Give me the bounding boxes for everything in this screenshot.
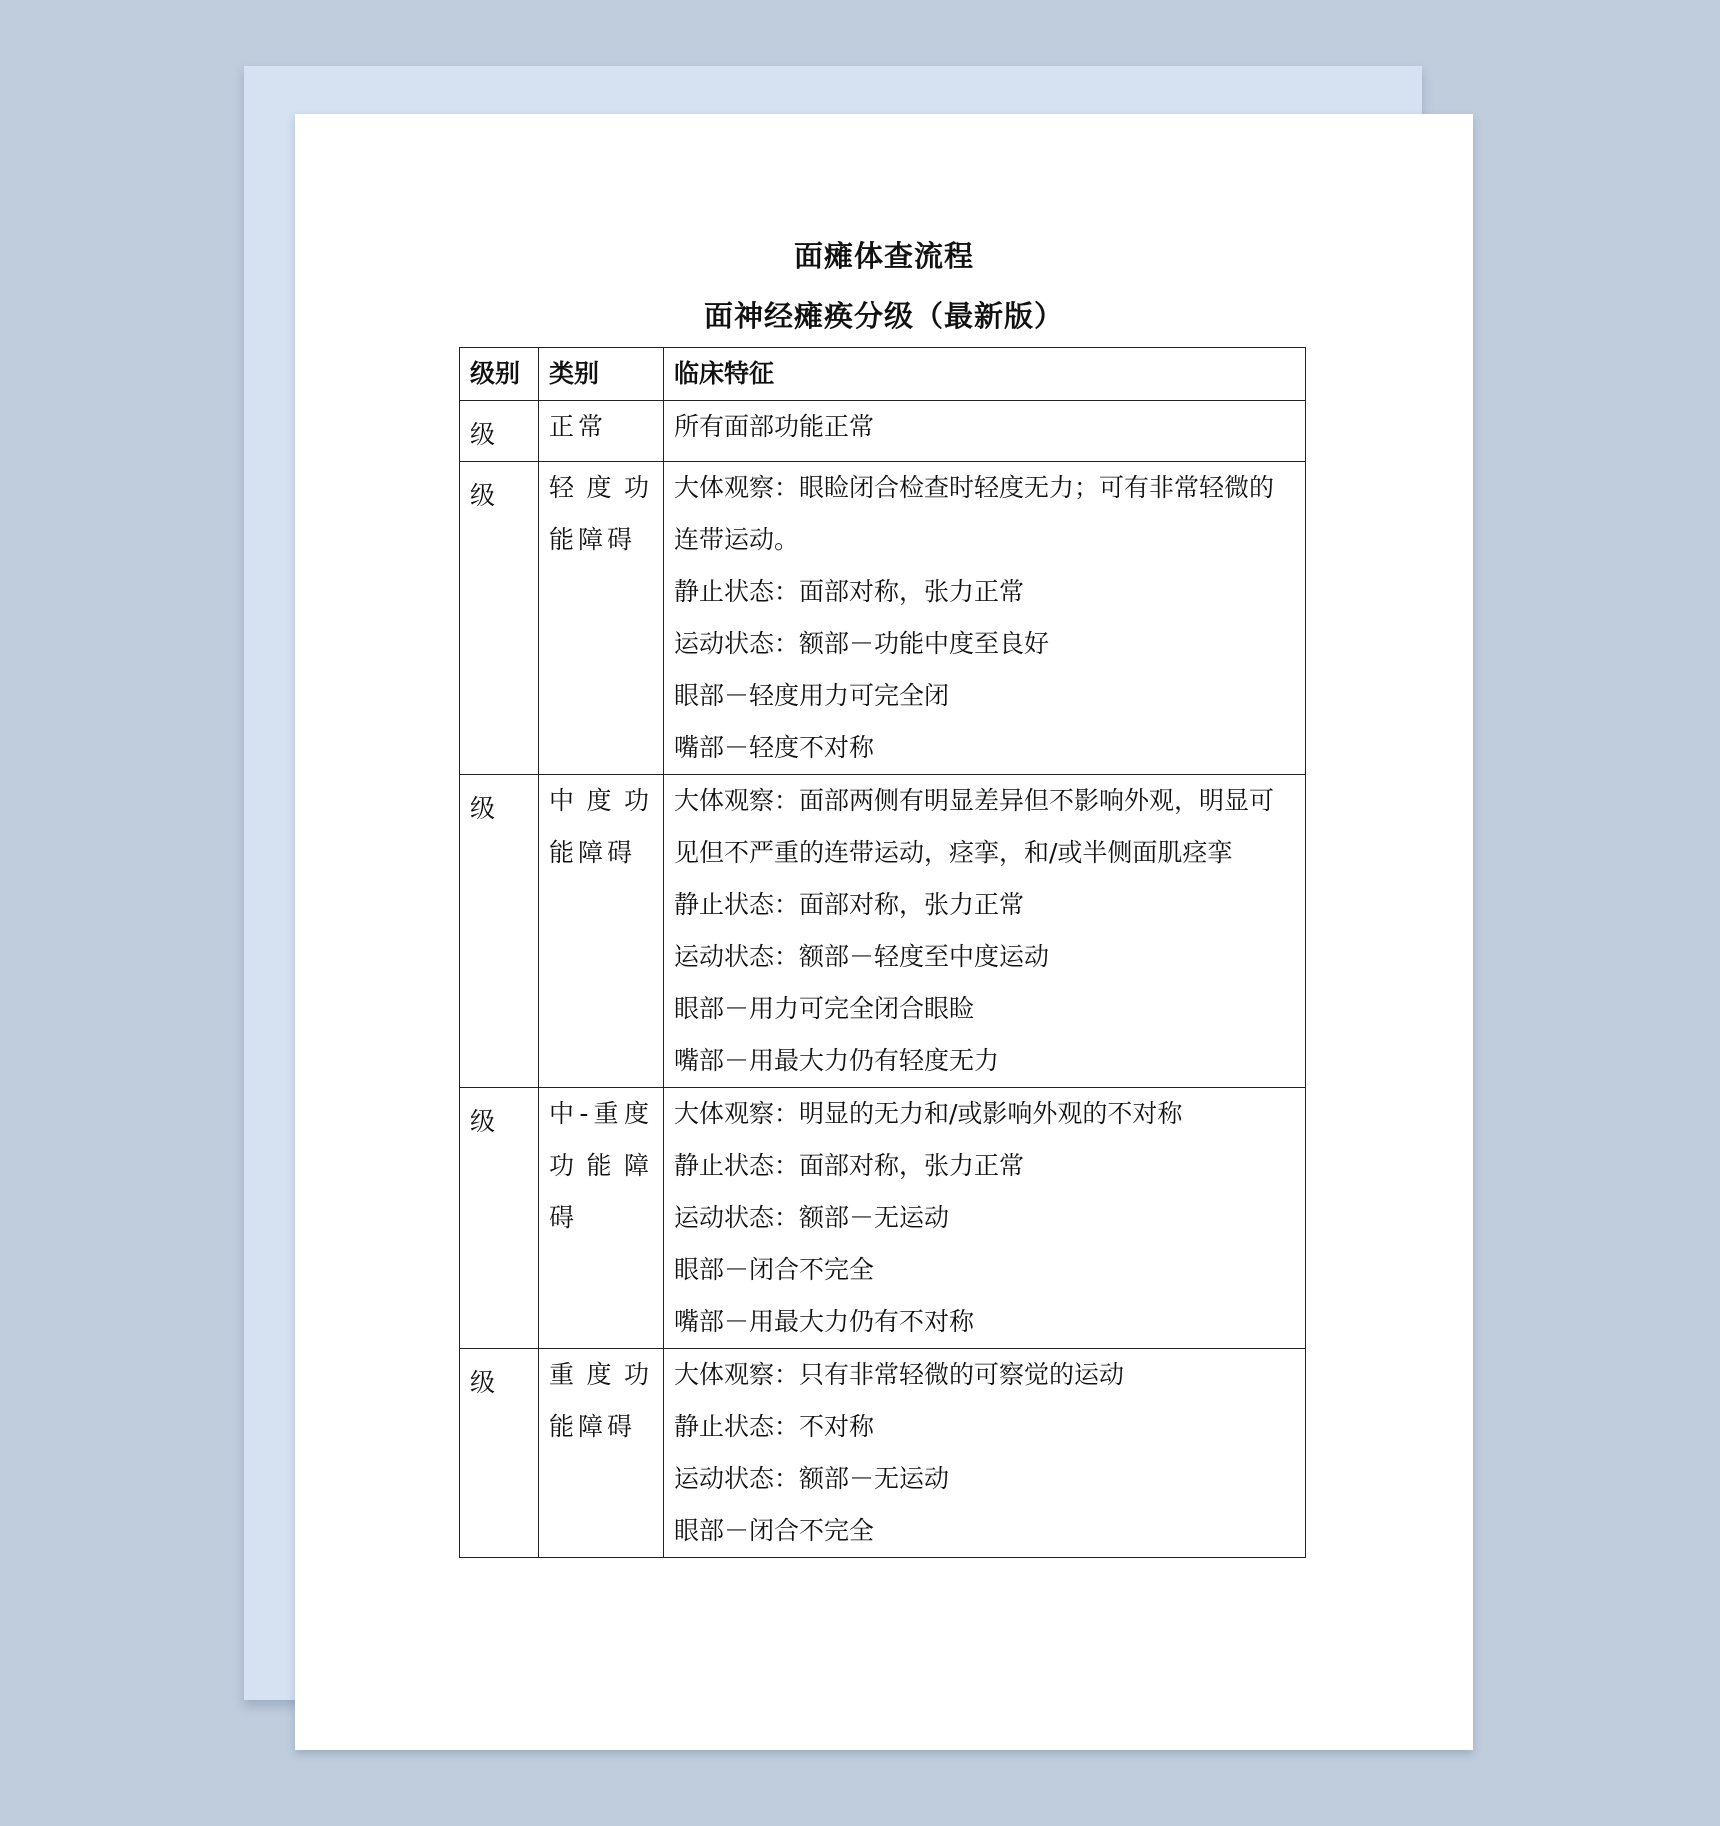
grade-level: 级 [460,401,539,462]
feature-line: 大体观察：面部两侧有明显差异但不影响外观，明显可见但不严重的连带运动，痉挛，和/或半侧面肌痉挛 [674,786,1275,867]
feature-line: 运动状态：额部－无运动 [674,1203,950,1232]
feature-line: 大体观察：眼睑闭合检查时轻度无力；可有非常轻微的连带运动。 [674,473,1275,554]
table-row [460,1349,1306,1558]
document-title: 面瘫体查流程 [793,239,974,273]
grade-features [664,462,1306,775]
document-page [295,114,1473,1750]
grade-category-text: 正常 [549,412,608,441]
feature-line: 运动状态：额部－功能中度至良好 [674,629,1050,658]
feature-line: 眼部－用力可完全闭合眼睑 [674,994,975,1023]
feature-line: 眼部－轻度用力可完全闭 [674,681,950,710]
feature-line: 所有面部功能正常 [674,412,875,441]
feature-line: 嘴部－用最大力仍有轻度无力 [674,1046,1000,1075]
grade-category [539,462,664,775]
grade-features [664,1088,1306,1349]
feature-line: 大体观察：明显的无力和/或影响外观的不对称 [674,1099,1183,1128]
header-category: 类别 [539,348,664,401]
grade-category-text: 中度功能障碍 [549,786,653,867]
grade-category [539,401,664,462]
table-row [460,462,1306,775]
grade-level: 级 [460,462,539,775]
feature-line: 嘴部－用最大力仍有不对称 [674,1307,975,1336]
feature-line: 静止状态：面部对称，张力正常 [674,890,1025,919]
grade-category [539,1088,664,1349]
grading-table [459,347,1306,1558]
feature-line: 运动状态：额部－无运动 [674,1464,950,1493]
document-subtitle: 面神经瘫痪分级（最新版） [703,299,1064,333]
grade-level: 级 [460,1349,539,1558]
feature-line: 眼部－闭合不完全 [674,1255,875,1284]
feature-line: 嘴部－轻度不对称 [674,733,875,762]
grade-level: 级 [460,775,539,1088]
table-header-row [460,348,1306,401]
header-features: 临床特征 [664,348,1306,401]
feature-line: 静止状态：不对称 [674,1412,875,1441]
table-row [460,401,1306,462]
feature-line: 静止状态：面部对称，张力正常 [674,1151,1025,1180]
grade-features [664,401,1306,462]
grade-category [539,1349,664,1558]
table-row [460,1088,1306,1349]
header-level: 级别 [460,348,539,401]
feature-line: 眼部－闭合不完全 [674,1516,875,1545]
feature-line: 静止状态：面部对称，张力正常 [674,577,1025,606]
grade-level: 级 [460,1088,539,1349]
grade-category-text: 重度功能障碍 [549,1360,653,1441]
grade-features [664,1349,1306,1558]
grade-features [664,775,1306,1088]
table-row [460,775,1306,1088]
grade-category-text: 轻度功能障碍 [549,473,653,554]
grade-category [539,775,664,1088]
feature-line: 运动状态：额部－轻度至中度运动 [674,942,1050,971]
grade-category-text: 中-重度功能障碍 [549,1099,653,1232]
feature-line: 大体观察：只有非常轻微的可察觉的运动 [674,1360,1125,1389]
